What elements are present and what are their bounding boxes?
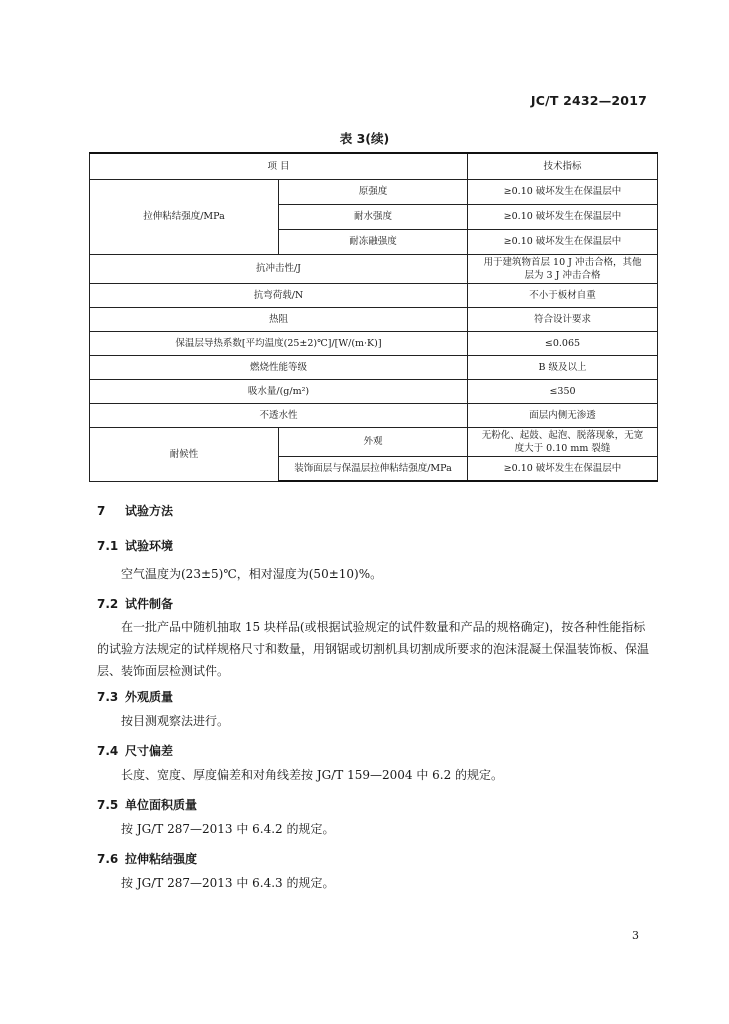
load-label: 抗弯荷载/N xyxy=(90,283,468,307)
bond-value: ≥0.10 破坏发生在保温层中 xyxy=(468,204,658,229)
table-row xyxy=(90,179,658,204)
section-title: 试验环境 xyxy=(125,539,174,553)
section-number: 7.4 xyxy=(97,744,119,758)
section-7-1-body: 空气温度为(23±5)℃，相对湿度为(50±10)%。 xyxy=(121,567,383,581)
section-7-4-body: 长度、宽度、厚度偏差和对角线差按 JG/T 159—2004 中 6.2 的规定。 xyxy=(121,768,504,782)
impermeability-value: 面层内侧无渗透 xyxy=(468,403,658,427)
impact-label: 抗冲击性/J xyxy=(90,254,468,283)
water-absorption-label: 吸水量/(g/m²) xyxy=(90,379,468,403)
fire-value: B 级及以上 xyxy=(468,355,658,379)
table-header-row xyxy=(90,153,658,179)
section-7-3-heading xyxy=(97,688,173,705)
section-7-heading xyxy=(97,502,173,519)
section-title: 试件制备 xyxy=(125,597,174,611)
section-7-5-body: 按 JG/T 287—2013 中 6.4.2 的规定。 xyxy=(121,822,335,836)
section-7-1-heading xyxy=(97,537,173,554)
spec-table xyxy=(89,152,658,482)
conductivity-value: ≤0.065 xyxy=(468,331,658,355)
page-number: 3 xyxy=(632,929,639,942)
table-caption: 表 3(续) xyxy=(339,131,390,146)
bond-strength-label: 拉伸粘结强度/MPa xyxy=(90,179,279,254)
section-number: 7.1 xyxy=(97,539,119,553)
section-title: 试验方法 xyxy=(125,504,174,518)
impact-value-line2: 层为 3 J 冲击合格 xyxy=(524,269,601,281)
section-number: 7.5 xyxy=(97,798,119,812)
durability-appearance-value xyxy=(468,427,658,456)
fire-label: 燃烧性能等级 xyxy=(90,355,468,379)
section-title: 尺寸偏差 xyxy=(125,744,174,758)
durability-bond-value: ≥0.10 破坏发生在保温层中 xyxy=(468,456,658,481)
conductivity-label: 保温层导热系数[平均温度(25±2)℃]/[W/(m·K)] xyxy=(90,331,468,355)
section-7-3-body: 按目测观察法进行。 xyxy=(121,714,230,728)
thermal-resistance-value: 符合设计要求 xyxy=(468,307,658,331)
bond-sub-label: 耐水强度 xyxy=(279,204,468,229)
table-row xyxy=(90,355,658,379)
load-value: 不小于板材自重 xyxy=(468,283,658,307)
header-requirement: 技术指标 xyxy=(468,153,658,179)
bond-value: ≥0.10 破坏发生在保温层中 xyxy=(468,179,658,204)
section-7-2-body: 在一批产品中随机抽取 15 块样品(或根据试验规定的试件数量和产品的规格确定)，按各种性能指标的试验方法规定的试样规格尺寸和数量，用钢锯或切割机具切割成所要求的泡沫混凝土保温装饰板、保温层、装饰面层检测试件。 xyxy=(97,620,650,678)
water-absorption-value: ≤350 xyxy=(468,379,658,403)
impact-value xyxy=(468,254,658,283)
section-title: 拉伸粘结强度 xyxy=(125,852,198,866)
table-row xyxy=(90,331,658,355)
appearance-value-line1: 无粉化、起鼓、起泡、脱落现象，无宽 xyxy=(481,429,644,441)
table-row xyxy=(90,379,658,403)
table-row xyxy=(90,254,658,283)
table-row xyxy=(90,427,658,456)
bond-value: ≥0.10 破坏发生在保温层中 xyxy=(468,229,658,254)
appearance-value-line2: 度大于 0.10 mm 裂缝 xyxy=(514,442,611,454)
impermeability-label: 不透水性 xyxy=(90,403,468,427)
section-7-6-body: 按 JG/T 287—2013 中 6.4.3 的规定。 xyxy=(121,876,335,890)
section-7-2-heading xyxy=(97,595,173,612)
header-item: 项 目 xyxy=(90,153,468,179)
section-number: 7.3 xyxy=(97,690,119,704)
durability-label: 耐候性 xyxy=(90,427,279,481)
section-number: 7.6 xyxy=(97,852,119,866)
thermal-resistance-label: 热阻 xyxy=(90,307,468,331)
section-title: 单位面积质量 xyxy=(125,798,198,812)
impact-value-line1: 用于建筑物首层 10 J 冲击合格，其他 xyxy=(483,256,642,268)
section-7-4-heading xyxy=(97,742,173,759)
standard-number: JC/T 2432—2017 xyxy=(530,93,647,108)
section-7-6-heading xyxy=(97,850,197,867)
durability-appearance-label: 外观 xyxy=(279,427,468,456)
table-row xyxy=(90,307,658,331)
bond-sub-label: 原强度 xyxy=(279,179,468,204)
table-row xyxy=(90,283,658,307)
section-number: 7 xyxy=(97,504,106,518)
section-7-5-heading xyxy=(97,796,197,813)
table-row xyxy=(90,403,658,427)
section-title: 外观质量 xyxy=(125,690,174,704)
durability-bond-label: 装饰面层与保温层拉伸粘结强度/MPa xyxy=(279,456,468,481)
bond-sub-label: 耐冻融强度 xyxy=(279,229,468,254)
section-number: 7.2 xyxy=(97,597,119,611)
